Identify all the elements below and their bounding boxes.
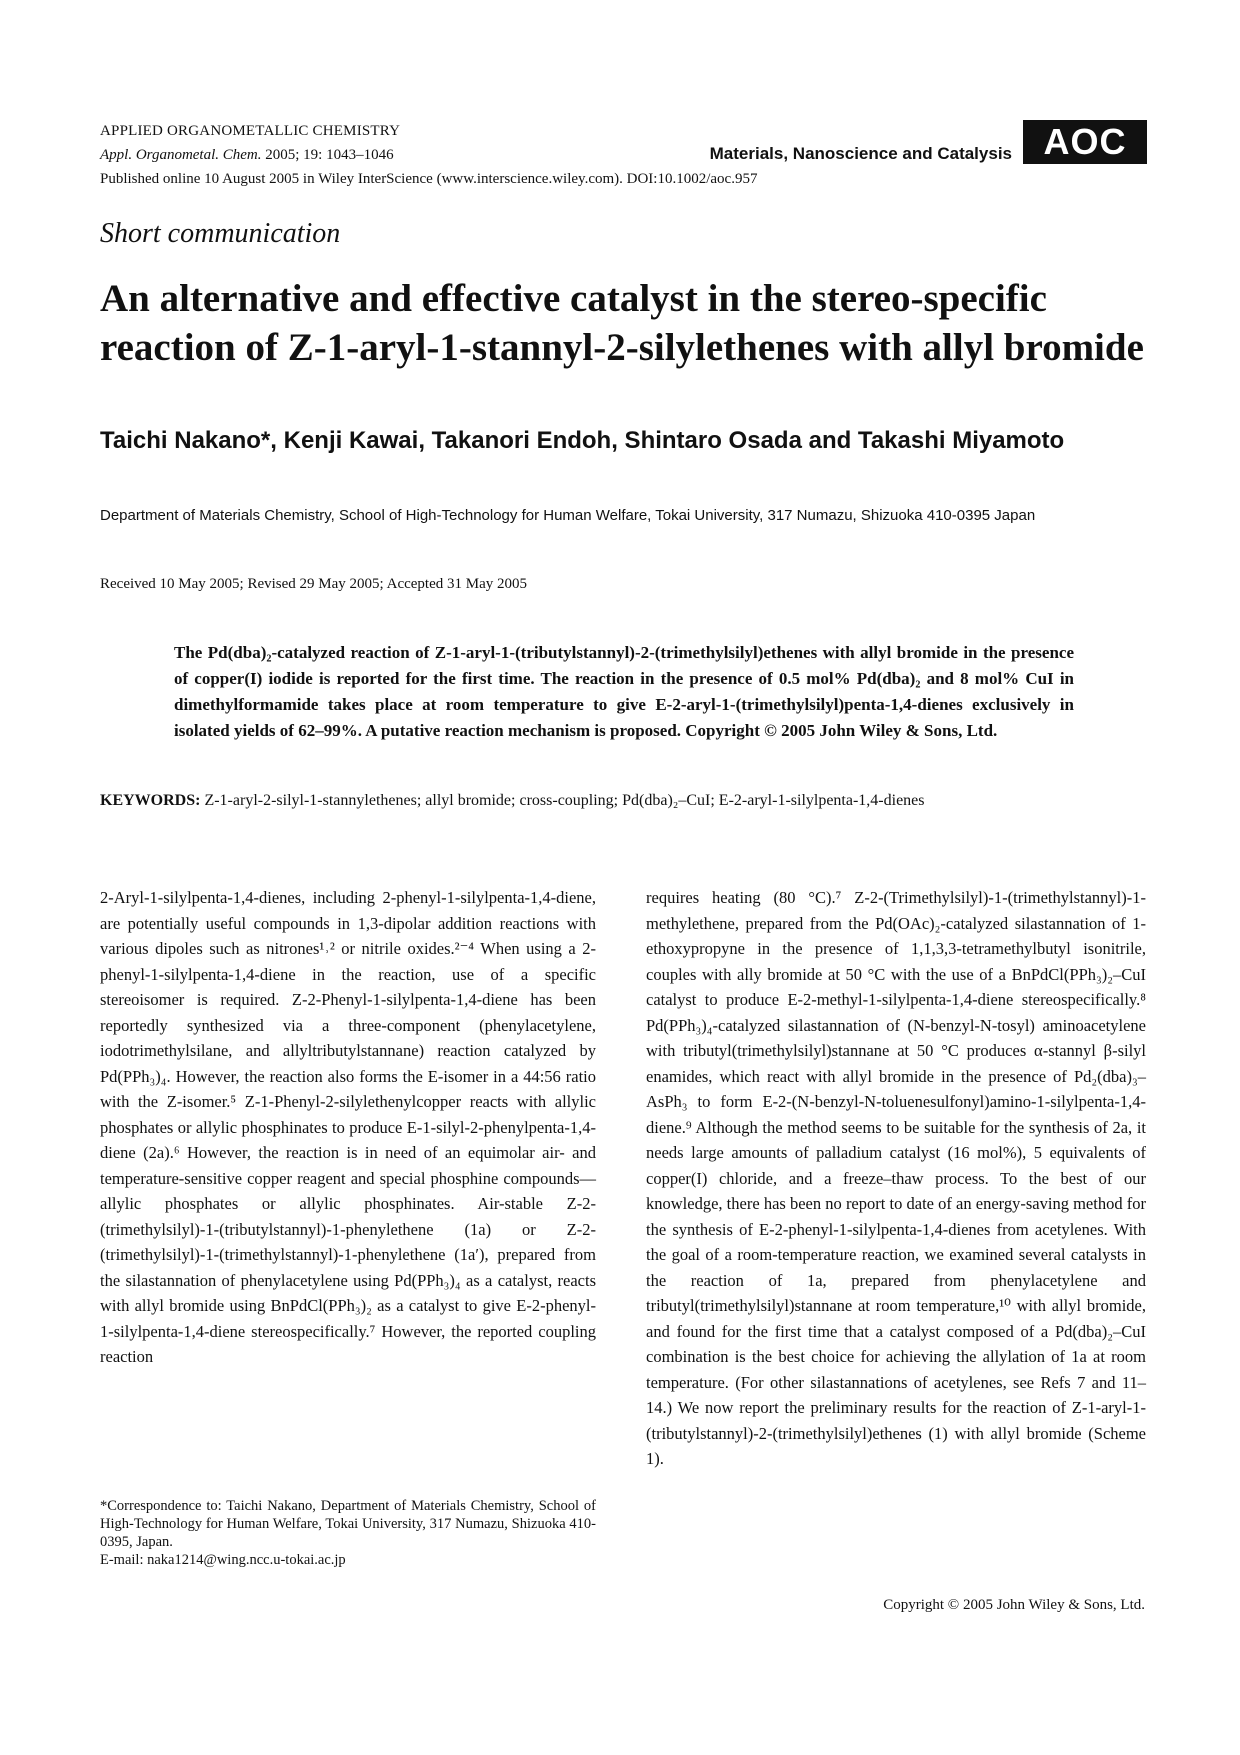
correspondence-text: *Correspondence to: Taichi Nakano, Department of Materials Chemistry, School of High-Technology for Human Welfare, Tokai University, 317 Numazu, Shizuoka 410-0395, Japan. — [100, 1498, 596, 1550]
article-type: Short communication — [100, 218, 341, 249]
body-text-right: requires heating (80 °C).⁷ Z-2-(Trimethylsilyl)-1-(trimethylstannyl)-1-methylethene, prepared from the Pd(OAc)₂-catalyzed silastannation of 1-ethoxypropyne in the presence of 1,1,3,3-tetramethylbutyl isonitrile, couples with ally bromide at 50 °C with the use of a BnPdCl(PPh₃)₂–CuI catalyst to produce E-2-methyl-1-silylpenta-1,4-diene stereospecifically.⁸ Pd(PPh₃)₄-catalyzed silastannation of (N-benzyl-N-tosyl) aminoacetylene with tributyl(trimethylsilyl)stannane at 50 °C produces α-stannyl β-silyl enamides, which react with allyl bromide in the presence of Pd₂(dba)₃–AsPh₃ to form E-2-(N-benzyl-N-toluenesulfonyl)amino-1-silylpenta-1,4-diene.⁹ Although the method seems to be suitable for the synthesis of 2a, it needs large amounts of palladium catalyst (16 mol%), 5 equivalents of copper(I) chloride, and a freeze–thaw process. To the best of our knowledge, there has been no report to date of an energy-saving method for the synthesis of E-2-phenyl-1-silylpenta-1,4-dienes from acetylenes. With the goal of a room-temperature reaction, we examined several catalysts in the reaction of 1a, prepared from phenylacetylene and tributyl(trimethylsilyl)stannane at room temperature,¹⁰ with allyl bromide, and found for the first time that a catalyst composed of a Pd(dba)₂–CuI combination is the best choice for achieving the allylation of 1a at room temperature. (For other silastannations of acetylenes, see Refs 7 and 11–14.) We now report the preliminary results for the reaction of Z-1-aryl-1-(tributylstannyl)-2-(trimethylsilyl)ethenes (1) with allyl bromide (Scheme 1). — [646, 888, 1146, 1468]
journal-section: Materials, Nanoscience and Catalysis — [709, 144, 1012, 163]
aoc-logo: AOC — [1023, 120, 1147, 164]
citation — [100, 146, 394, 165]
affiliation: Department of Materials Chemistry, School of High-Technology for Human Welfare, Tokai University, 317 Numazu, Shizuoka 410-0395 Japan — [100, 507, 1036, 524]
keywords — [100, 790, 1160, 812]
keywords-text: Z-1-aryl-2-silyl-1-stannylethenes; allyl bromide; cross-coupling; Pd(dba)₂–CuI; E-2-aryl-1-silylpenta-1,4-dienes — [204, 792, 925, 809]
correspondence-footnote — [100, 1497, 596, 1569]
correspondence-email[interactable]: E-mail: naka1214@wing.ncc.u-tokai.ac.jp — [100, 1552, 346, 1568]
publication-info: Published online 10 August 2005 in Wiley InterScience (www.interscience.wiley.com). DOI:10.1002/aoc.957 — [100, 171, 758, 187]
body-text-left: 2-Aryl-1-silylpenta-1,4-dienes, including 2-phenyl-1-silylpenta-1,4-diene, are potentially useful compounds in 1,3-dipolar addition reactions with various dipoles such as nitrones¹˒² or nitrile oxides.²⁻⁴ When using a 2-phenyl-1-silylpenta-1,4-diene in the reaction, use of a specific stereoisomer is required. Z-2-Phenyl-1-silylpenta-1,4-diene has been reportedly synthesized via a three-component (phenylacetylene, iodotrimethylsilane, and allyltributylstannane) reaction catalyzed by Pd(PPh₃)₄. However, the reaction also forms the E-isomer in a 44:56 ratio with the Z-isomer.⁵ Z-1-Phenyl-2-silylethenylcopper reacts with allylic phosphates or allylic phosphinates to produce E-1-silyl-2-phenylpenta-1,4-diene (2a).⁶ However, the reaction is in need of an equimolar air- and temperature-sensitive copper reagent and special phosphine compounds—allylic phosphates or allylic phosphinates. Air-stable Z-2-(trimethylsilyl)-1-(tributylstannyl)-1-phenylethene (1a) or Z-2-(trimethylsilyl)-1-(trimethylstannyl)-1-phenylethene (1a′), prepared from the silastannation of phenylacetylene using Pd(PPh₃)₄ as a catalyst, reacts with allyl bromide using BnPdCl(PPh₃)₂ as a catalyst to give E-2-phenyl-1-silylpenta-1,4-diene stereospecifically.⁷ However, the reported coupling reaction — [100, 888, 596, 1366]
author-list: Taichi Nakano*, Kenji Kawai, Takanori Endoh, Shintaro Osada and Takashi Miyamoto — [100, 427, 1065, 454]
journal-name: APPLIED ORGANOMETALLIC CHEMISTRY — [100, 123, 401, 139]
received-dates: Received 10 May 2005; Revised 29 May 2005; Accepted 31 May 2005 — [100, 576, 528, 592]
abstract: The Pd(dba)₂-catalyzed reaction of Z-1-aryl-1-(tributylstannyl)-2-(trimethylsilyl)ethenes with allyl bromide in the presence of copper(I) iodide is reported for the first time. The reaction in the presence of 0.5 mol% Pd(dba)₂ and 8 mol% CuI in dimethylformamide takes place at room temperature to give E-2-aryl-1-(trimethylsilyl)penta-1,4-dienes exclusively in isolated yields of 62–99%. A putative reaction mechanism is proposed. Copyright © 2005 John Wiley & Sons, Ltd. — [174, 643, 1074, 740]
citation-journal: Appl. Organometal. Chem. — [100, 147, 262, 163]
citation-details: 2005; 19: 1043–1046 — [265, 147, 394, 163]
body-column-right — [646, 885, 1146, 1472]
body-column-left — [100, 885, 596, 1370]
copyright-notice: Copyright © 2005 John Wiley & Sons, Ltd. — [883, 1597, 1145, 1613]
keywords-label: KEYWORDS: — [100, 792, 201, 809]
article-title: An alternative and effective catalyst in the stereo-specific reaction of Z-1-aryl-1-stannyl-2-silylethenes with allyl bromide — [100, 277, 1144, 369]
